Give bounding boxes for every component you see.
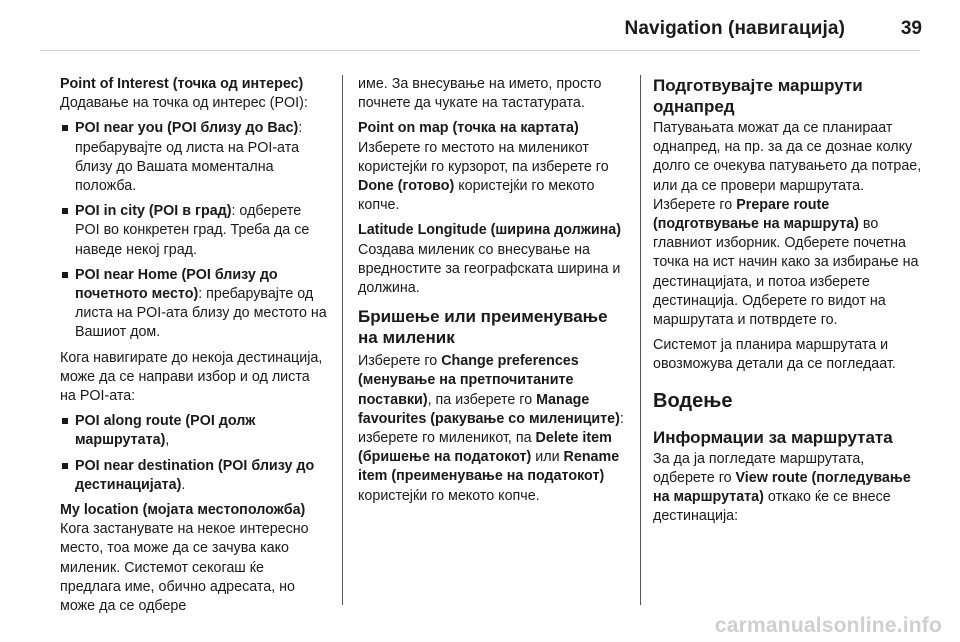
- bullet-bold: POI in city (POI в град): [75, 203, 232, 220]
- header-rule: [40, 50, 920, 51]
- heading-guidance: Водење: [653, 389, 733, 412]
- bold-run: Change preferences (менување на претпочитаните поставки): [358, 353, 579, 408]
- bold-run: Manage favourites (ракување со милениците): [358, 391, 620, 427]
- poi-intro: Додавање на точка од интерес (POI):: [60, 95, 308, 112]
- text-run: , па изберете го: [427, 391, 537, 408]
- bullet-poi-along-route: [60, 412, 328, 450]
- bullet-poi-near-destination: [60, 457, 328, 495]
- text-run: или: [531, 449, 564, 466]
- bold-run: View route (погледување на маршрутата): [653, 469, 911, 506]
- prepare-routes-text: [653, 119, 923, 330]
- section-title-poi: Point of Interest (точка од интерес): [60, 76, 304, 92]
- watermark: carmanualsonline.info: [714, 614, 942, 637]
- bullet-text: : пребарувајте од листа на POI-ата близу до местото на Вашиот дом.: [75, 286, 327, 341]
- column-divider-1: [342, 75, 343, 605]
- bold-run: Prepare route (подготвување на маршрута): [653, 196, 859, 233]
- bullet-bold: POI near destination (POI близу до дестинацијата): [75, 457, 315, 493]
- system-plans-text: Системот ја планира маршрутата и овозможува детали да се погледаат.: [653, 337, 896, 373]
- text-run: Изберете го местото на миленикот користејќи го курзорот, па изберете го: [358, 139, 609, 175]
- column-divider-2: [640, 75, 641, 605]
- page-title: Navigation (навигација): [624, 18, 845, 39]
- bullet-text: ,: [165, 432, 170, 449]
- text-run: Изберете го: [358, 353, 442, 370]
- bullet-bold: POI near you (POI близу до Вас): [75, 120, 299, 137]
- text-run: користејќи го мекото копче.: [358, 487, 540, 504]
- bullet-bold: POI near Home (POI близу до почетното место): [75, 266, 278, 303]
- column-1: [60, 75, 328, 622]
- column-3: [653, 75, 923, 532]
- bullet-text: : одберете POI во конкретен град. Треба да се наведе некој град.: [75, 203, 310, 258]
- text-run: Патувањата можат да се планираат однапред, на пр. за да се дознае колку долго се очекува патувањето да потрае, или да се провери маршрутата. Изберете го: [653, 120, 922, 213]
- delete-rename-text: [358, 352, 626, 506]
- bullet-poi-near-you: [60, 119, 328, 196]
- text-run: За да ја погледате маршрутата, одберете го: [653, 450, 865, 486]
- bullet-text: .: [181, 476, 186, 493]
- point-on-map-text: [358, 139, 626, 216]
- text-run: откако ќе се внесе дестинација:: [653, 489, 891, 525]
- text-run: : изберете го миленикот, па: [358, 410, 624, 447]
- nav-text: Кога навигирате до некоја дестинација, може да се направи избор и од листа на POI-ата:: [60, 349, 323, 405]
- heading-route-info: Информации за маршрутата: [653, 427, 893, 447]
- continued-text: име. За внесување на името, просто почнете да чукате на тастатурата.: [358, 76, 602, 112]
- page-number: 39: [900, 18, 922, 39]
- bold-run: Rename item (преименување на податокот): [358, 449, 620, 485]
- bullet-poi-near-home: [60, 266, 328, 343]
- bold-run: Done (готово): [358, 178, 455, 195]
- section-title-my-location: My location (мојата местоположба): [60, 502, 306, 519]
- text-run: во главниот изборник. Одберете почетна точка на ист начин како за избирање на дестинацијата, и потоа изберете дестинација. Одберете го видот на маршрутата и потврдете го.: [653, 216, 919, 329]
- heading-prepare-routes: Подготвувајте маршрути однапред: [653, 76, 863, 116]
- bullet-text: : пребарувајте од листа на POI-ата близу до Вашата моментална положба.: [75, 120, 303, 195]
- route-info-text: [653, 450, 923, 527]
- bold-run: Delete item (бришење на податокот): [358, 430, 612, 466]
- text-run: користејќи го мекото копче.: [358, 178, 595, 214]
- section-title-point-on-map: Point on map (точка на картата): [358, 120, 579, 137]
- bullet-poi-in-city: [60, 202, 328, 260]
- section-title-lat-long: Latitude Longitude (ширина должина): [358, 222, 621, 239]
- page-header: [0, 0, 960, 62]
- bullet-bold: POI along route (POI долж маршрутата): [75, 413, 256, 449]
- column-2: [358, 75, 626, 512]
- my-location-text: Кога застанувате на некое интересно место, тоа може да се зачува како миленик. Системот секогаш ќе предлага име, обично адресата, но може да се одбере: [60, 521, 309, 615]
- heading-delete-rename: Бришење или преименување на миленик: [358, 307, 608, 348]
- lat-long-text: Создава миленик со внесување на вредностите за географската ширина и должина.: [358, 241, 621, 297]
